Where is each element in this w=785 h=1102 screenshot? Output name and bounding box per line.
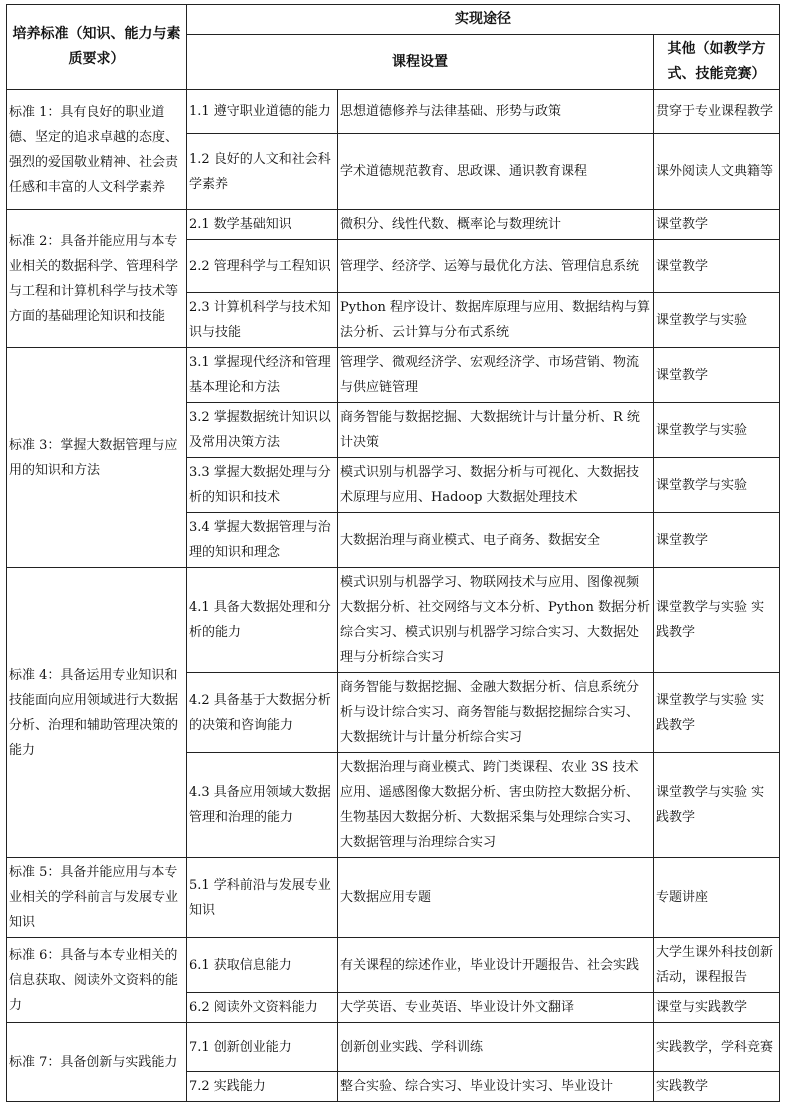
courses-cell: 商务智能与数据挖掘、金融大数据分析、信息系统分析与设计综合实习、商务智能与数据挖掘综合实习、大数据统计与计量分析综合实习 <box>338 673 654 753</box>
courses-cell: 管理学、经济学、运筹与最优化方法、管理信息系统 <box>338 240 654 293</box>
item-cell: 1.1 遵守职业道德的能力 <box>187 90 338 134</box>
other-cell: 课堂教学 <box>654 348 780 403</box>
item-cell: 2.3 计算机科学与技术知识与技能 <box>187 293 338 348</box>
header-courses: 课程设置 <box>187 35 654 90</box>
courses-cell: 模式识别与机器学习、数据分析与可视化、大数据技术原理与应用、Hadoop 大数据处理技术 <box>338 458 654 513</box>
table-row <box>7 858 780 938</box>
item-cell: 4.3 具备应用领域大数据管理和治理的能力 <box>187 753 338 858</box>
table-body <box>7 90 780 1102</box>
other-cell: 实践教学，学科竞赛 <box>654 1023 780 1072</box>
other-cell: 课堂教学与实验 <box>654 458 780 513</box>
other-cell: 课堂与实践教学 <box>654 993 780 1023</box>
courses-cell: 微积分、线性代数、概率论与数理统计 <box>338 210 654 240</box>
table-row <box>7 568 780 673</box>
other-cell: 课堂教学与实验 实践教学 <box>654 673 780 753</box>
courses-cell: 管理学、微观经济学、宏观经济学、市场营销、物流与供应链管理 <box>338 348 654 403</box>
other-cell: 课堂教学 <box>654 240 780 293</box>
training-standards-table <box>6 4 780 1102</box>
item-cell: 6.1 获取信息能力 <box>187 938 338 993</box>
table-row <box>7 1023 780 1072</box>
other-cell: 课堂教学与实验 <box>654 403 780 458</box>
other-cell: 课堂教学 <box>654 513 780 568</box>
item-cell: 2.2 管理科学与工程知识 <box>187 240 338 293</box>
courses-cell: 大学英语、专业英语、毕业设计外文翻译 <box>338 993 654 1023</box>
item-cell: 6.2 阅读外文资料能力 <box>187 993 338 1023</box>
table-row <box>7 210 780 240</box>
courses-cell: 大数据应用专题 <box>338 858 654 938</box>
other-cell: 专题讲座 <box>654 858 780 938</box>
other-cell: 课外阅读人文典籍等 <box>654 134 780 210</box>
standard-cell: 标准 6：具备与本专业相关的信息获取、阅读外文资料的能力 <box>7 938 187 1023</box>
courses-cell: 创新创业实践、学科训练 <box>338 1023 654 1072</box>
courses-cell: 大数据治理与商业模式、电子商务、数据安全 <box>338 513 654 568</box>
item-cell: 3.3 掌握大数据处理与分析的知识和技术 <box>187 458 338 513</box>
other-cell: 课堂教学与实验 实践教学 <box>654 753 780 858</box>
standard-cell: 标准 5：具备并能应用与本专业相关的学科前言与发展专业知识 <box>7 858 187 938</box>
item-cell: 5.1 学科前沿与发展专业知识 <box>187 858 338 938</box>
other-cell: 大学生课外科技创新活动，课程报告 <box>654 938 780 993</box>
other-cell: 实践教学 <box>654 1072 780 1102</box>
courses-cell: 学术道德规范教育、思政课、通识教育课程 <box>338 134 654 210</box>
item-cell: 4.2 具备基于大数据分析的决策和咨询能力 <box>187 673 338 753</box>
courses-cell: 有关课程的综述作业，毕业设计开题报告、社会实践 <box>338 938 654 993</box>
standard-cell: 标准 7：具备创新与实践能力 <box>7 1023 187 1102</box>
standard-cell: 标准 2：具备并能应用与本专业相关的数据科学、管理科学与工程和计算机科学与技术等方面的基础理论知识和技能 <box>7 210 187 348</box>
standard-cell: 标准 3：掌握大数据管理与应用的知识和方法 <box>7 348 187 568</box>
item-cell: 1.2 良好的人文和社会科学素养 <box>187 134 338 210</box>
item-cell: 3.1 掌握现代经济和管理基本理论和方法 <box>187 348 338 403</box>
other-cell: 课堂教学与实验 实践教学 <box>654 568 780 673</box>
header-standard: 培养标准（知识、能力与素质要求） <box>7 5 187 90</box>
standard-cell: 标准 4：具备运用专业知识和技能面向应用领域进行大数据分析、治理和辅助管理决策的能力 <box>7 568 187 858</box>
other-cell: 贯穿于专业课程教学 <box>654 90 780 134</box>
table-row <box>7 348 780 403</box>
courses-cell: 大数据治理与商业模式、跨门类课程、农业 3S 技术应用、遥感图像大数据分析、害虫防控大数据分析、生物基因大数据分析、大数据采集与处理综合实习、大数据管理与治理综合实习 <box>338 753 654 858</box>
courses-cell: 模式识别与机器学习、物联网技术与应用、图像视频大数据分析、社交网络与文本分析、Python 数据分析综合实习、模式识别与机器学习综合实习、大数据处理与分析综合实习 <box>338 568 654 673</box>
courses-cell: 商务智能与数据挖掘、大数据统计与计量分析、R 统计决策 <box>338 403 654 458</box>
courses-cell: 思想道德修养与法律基础、形势与政策 <box>338 90 654 134</box>
item-cell: 2.1 数学基础知识 <box>187 210 338 240</box>
courses-cell: 整合实验、综合实习、毕业设计实习、毕业设计 <box>338 1072 654 1102</box>
header-pathway: 实现途径 <box>187 5 780 35</box>
courses-cell: Python 程序设计、数据库原理与应用、数据结构与算法分析、云计算与分布式系统 <box>338 293 654 348</box>
item-cell: 7.2 实践能力 <box>187 1072 338 1102</box>
item-cell: 3.4 掌握大数据管理与治理的知识和理念 <box>187 513 338 568</box>
table-row <box>7 938 780 993</box>
header-other: 其他（如教学方式、技能竞赛） <box>654 35 780 90</box>
table-row <box>7 90 780 134</box>
other-cell: 课堂教学与实验 <box>654 293 780 348</box>
item-cell: 7.1 创新创业能力 <box>187 1023 338 1072</box>
standard-cell: 标准 1：具有良好的职业道德、坚定的追求卓越的态度、强烈的爱国敬业精神、社会责任感和丰富的人文科学素养 <box>7 90 187 210</box>
other-cell: 课堂教学 <box>654 210 780 240</box>
item-cell: 3.2 掌握数据统计知识以及常用决策方法 <box>187 403 338 458</box>
item-cell: 4.1 具备大数据处理和分析的能力 <box>187 568 338 673</box>
